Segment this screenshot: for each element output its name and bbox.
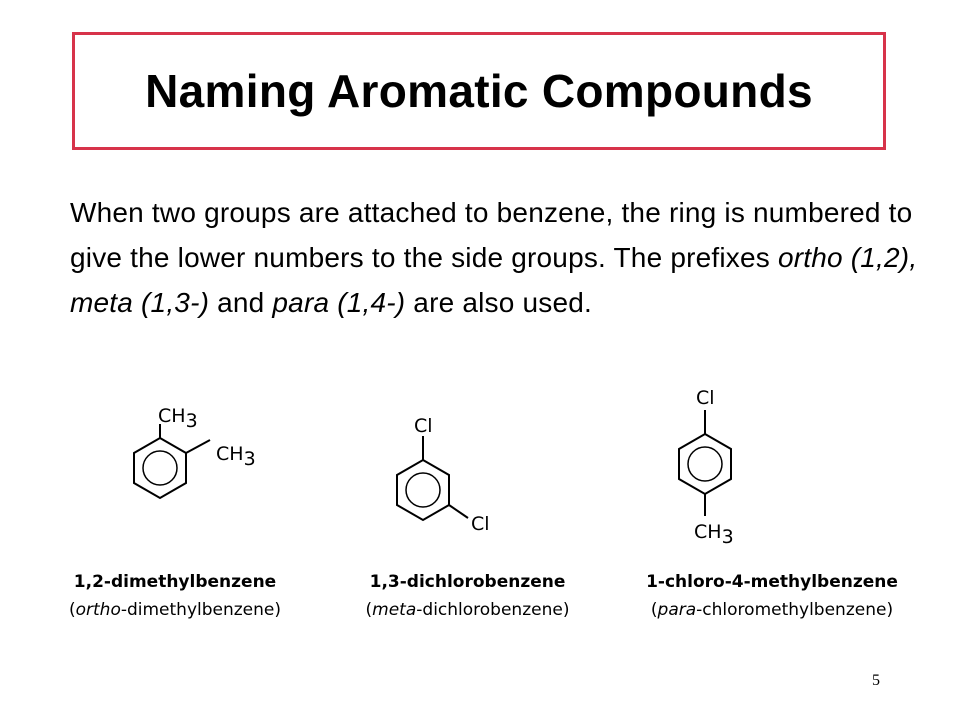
aromatic-circle-3	[688, 447, 722, 481]
body-text-3: are also used.	[405, 287, 592, 318]
compound-name: 1,3-dichlorobenzene	[369, 572, 566, 592]
substituent-top-3: Cl	[696, 387, 715, 409]
compound-alt-name: (para-chloromethylbenzene)	[650, 600, 894, 620]
compound-label-ortho	[55, 572, 295, 620]
compound-alt-name: (ortho-dimethylbenzene)	[68, 600, 282, 620]
body-para: para (1,4-)	[272, 287, 406, 318]
page-title: Naming Aromatic Compounds	[145, 65, 813, 117]
compound-name: 1-chloro-4-methylbenzene	[646, 572, 898, 592]
compound-name: 1,2-dimethylbenzene	[73, 572, 277, 592]
substituent-top-2: Cl	[414, 415, 433, 437]
compound-alt-name: (meta-dichlorobenzene)	[365, 600, 570, 620]
body-ortho-meta: ortho (1,2), meta (1,3-)	[70, 242, 918, 318]
substituent-top-1: CH3	[158, 405, 198, 432]
bond-side-1	[186, 440, 210, 453]
para-chloromethylbenzene-structure	[650, 380, 770, 550]
substituent-side-2: Cl	[471, 513, 490, 535]
aromatic-circle-1	[143, 451, 177, 485]
aromatic-circle-2	[406, 473, 440, 507]
compound-label-para	[632, 572, 912, 620]
title-box	[72, 32, 886, 150]
benzene-ring-2	[397, 460, 449, 520]
page-number: 5	[872, 672, 880, 689]
body-paragraph	[70, 190, 920, 325]
substituent-bottom-3: CH3	[694, 521, 734, 548]
ortho-dimethylbenzene-structure	[110, 400, 280, 540]
benzene-ring-3	[679, 434, 731, 494]
compound-label-meta	[345, 572, 590, 620]
meta-dichlorobenzene-structure	[360, 400, 530, 540]
bond-side-2	[449, 505, 468, 518]
body-text-1: When two groups are attached to benzene, the ring is numbered to give the lower numbers to the side groups. The prefixes	[70, 197, 913, 273]
benzene-ring-1	[134, 438, 186, 498]
substituent-side-1: CH3	[216, 443, 256, 470]
body-text-2: and	[209, 287, 273, 318]
